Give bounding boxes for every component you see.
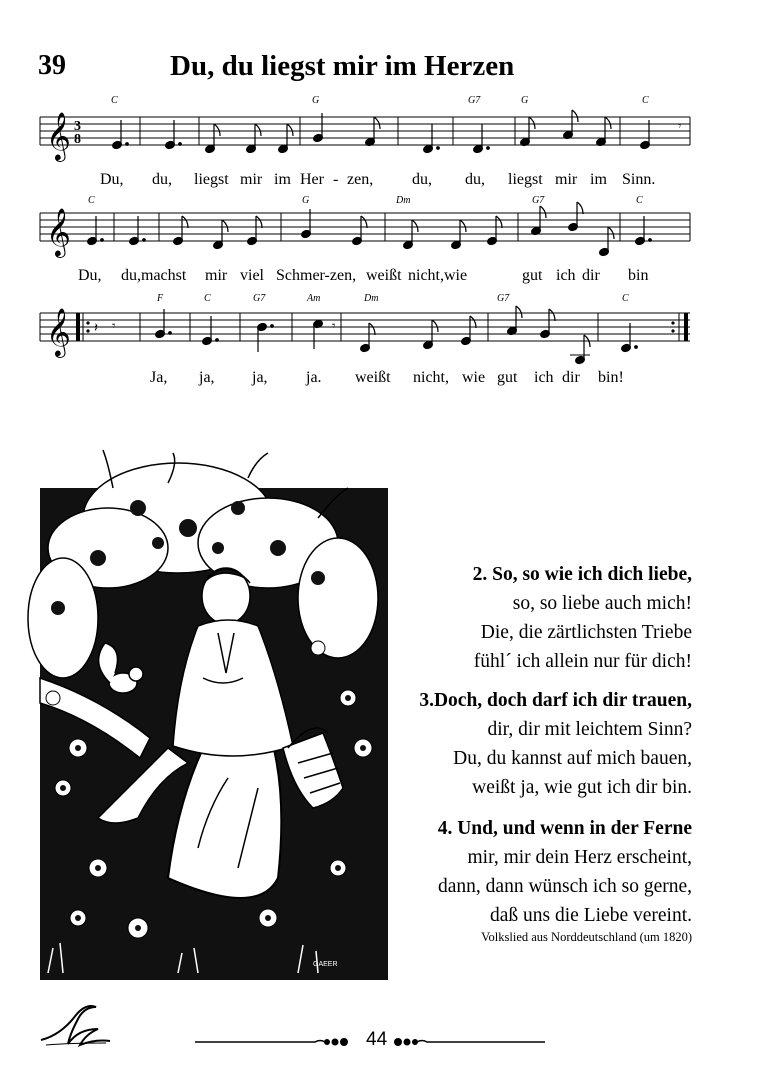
chord-symbol: G7 [497, 293, 510, 304]
verse-line: Du, du kannst auf mich bauen, [453, 748, 692, 769]
svg-text:𝄾: 𝄾 [678, 118, 682, 133]
svg-text:8: 8 [74, 132, 81, 147]
verse-line: 3.Doch, doch darf ich dir trauen, [419, 690, 692, 711]
lyric-syllable: weißt [355, 369, 391, 386]
verse-3 [419, 686, 692, 802]
chord-symbol: C [204, 293, 211, 304]
woodcut-illustration [18, 448, 388, 980]
lyric-syllable: viel [240, 267, 264, 284]
chord-symbol: C [111, 95, 118, 106]
lyric-syllable: nicht,wie [408, 267, 468, 284]
chord-symbol: G [302, 195, 310, 206]
lyric-syllable: dir [562, 369, 580, 386]
lyric-syllable: zen, [347, 171, 374, 188]
lyric-syllable: gut [522, 267, 543, 284]
verse-line: mir, mir dein Herz erscheint, [467, 847, 692, 868]
lyric-syllable: mir [555, 171, 578, 188]
verse-4 [438, 814, 692, 930]
lyric-syllable: dir [582, 267, 600, 284]
staff-3 [40, 293, 690, 386]
lyric-syllable: bin [628, 267, 649, 284]
verse-line: daß uns die Liebe vereint. [490, 905, 692, 926]
time-signature: 3 [74, 119, 81, 134]
lyric-syllable: im [590, 171, 607, 188]
page-number: 44 [366, 1029, 388, 1050]
lyric-syllable: mir [205, 267, 228, 284]
treble-clef-icon: 𝄞 [46, 307, 71, 356]
chord-symbol: G [521, 95, 529, 106]
chord-symbol: F [157, 293, 164, 304]
svg-text:𝄾: 𝄾 [112, 318, 116, 333]
lyric-syllable: im [274, 171, 291, 188]
song-title: Du, du liegst mir im Herzen [170, 50, 515, 82]
lyric-syllable: nicht, [413, 369, 449, 386]
chord-symbol: Dm [396, 195, 411, 206]
lyric-syllable: bin! [598, 369, 624, 386]
lyric-syllable: liegst [508, 171, 543, 188]
lyric-syllable: Schmer-zen, [276, 267, 357, 284]
lyric-syllable: du,machst [121, 267, 187, 284]
verse-line: dann, dann wünsch ich so gerne, [438, 876, 692, 897]
chord-symbol: Am [307, 293, 321, 304]
lyric-syllable: wie [462, 369, 486, 386]
song-number: 39 [38, 50, 66, 81]
verse-line: dir, dir mit leichtem Sinn? [487, 719, 692, 740]
lyric-syllable: ich [556, 267, 576, 284]
verse-2 [473, 560, 692, 676]
chord-symbol: G7 [468, 95, 481, 106]
verse-line: so, so liebe auch mich! [512, 593, 692, 614]
sheet-music [0, 0, 766, 400]
chord-symbol: G7 [253, 293, 266, 304]
svg-text:𝄾: 𝄾 [332, 318, 336, 333]
lyric-syllable: Du, [78, 267, 102, 284]
lyric-syllable: mir [240, 171, 263, 188]
lyric-syllable: du, [412, 171, 432, 188]
chord-symbol: C [622, 293, 629, 304]
staff-2 [40, 195, 690, 284]
treble-clef-icon: 𝄞 [46, 111, 71, 160]
lyric-syllable: Her [300, 171, 324, 188]
svg-text:𝄽: 𝄽 [94, 320, 98, 335]
lyric-syllable: liegst [194, 171, 229, 188]
lyric-syllable: gut [497, 369, 518, 386]
verse-line: Die, die zärtlichsten Triebe [480, 622, 692, 643]
lyric-syllable: Du, [100, 171, 124, 188]
lyric-syllable: du, [152, 171, 172, 188]
artist-signature: GAEER [313, 961, 338, 968]
chord-symbol: C [642, 95, 649, 106]
lyric-syllable: ich [534, 369, 554, 386]
verse-line: weißt ja, wie gut ich dir bin. [472, 777, 692, 798]
lyric-syllable: du, [465, 171, 485, 188]
song-source: Volkslied aus Norddeutschland (um 1820) [481, 930, 692, 944]
lyric-syllable: Ja, [150, 369, 168, 386]
verse-line: fühl´ ich allein nur für dich! [473, 651, 692, 672]
verse-line: 2. So, so wie ich dich liebe, [472, 564, 692, 585]
lyric-syllable: ja. [306, 369, 322, 386]
chord-symbol: G7 [532, 195, 545, 206]
chord-symbol: Dm [364, 293, 379, 304]
lyric-syllable: ja, [252, 369, 268, 386]
lyric-syllable: ja, [199, 369, 215, 386]
chord-symbol: G [312, 95, 320, 106]
lyric-syllable: weißt [366, 267, 402, 284]
chord-symbol: C [88, 195, 95, 206]
corner-flourish-icon [36, 1000, 116, 1050]
staff-1 [40, 95, 690, 188]
verse-line: 4. Und, und wenn in der Ferne [437, 818, 692, 839]
lyric-syllable: - [333, 171, 339, 188]
treble-clef-icon: 𝄞 [46, 207, 71, 256]
lyric-syllable: Sinn. [622, 171, 656, 188]
chord-symbol: C [636, 195, 643, 206]
